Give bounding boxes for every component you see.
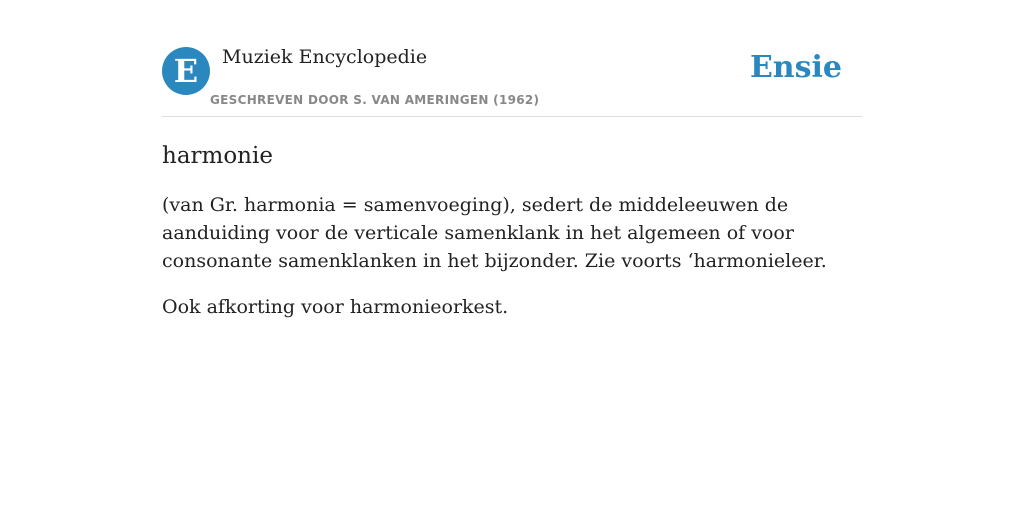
entry-paragraph: Ook afkorting voor harmonieorkest. [162, 296, 509, 318]
entry-header [162, 0, 862, 117]
entry-paragraph: (van Gr. harmonia = samenvoeging), sedert de middeleeuwen de aanduiding voor de verticale samenklank in het algemeen of voor consonante samenklanken in het bijzonder. Zie voorts ‘harmonieleer. [162, 194, 827, 272]
ensie-brand-logo[interactable]: Ensie [749, 50, 842, 85]
entry-title: harmonie [162, 143, 273, 169]
entry-card [162, 0, 862, 321]
publication-title[interactable]: Muziek Encyclopedie [222, 46, 428, 68]
encyclopedia-logo-icon[interactable]: E [162, 47, 210, 95]
author-byline: GESCHREVEN DOOR S. VAN AMERINGEN (1962) [210, 93, 540, 107]
